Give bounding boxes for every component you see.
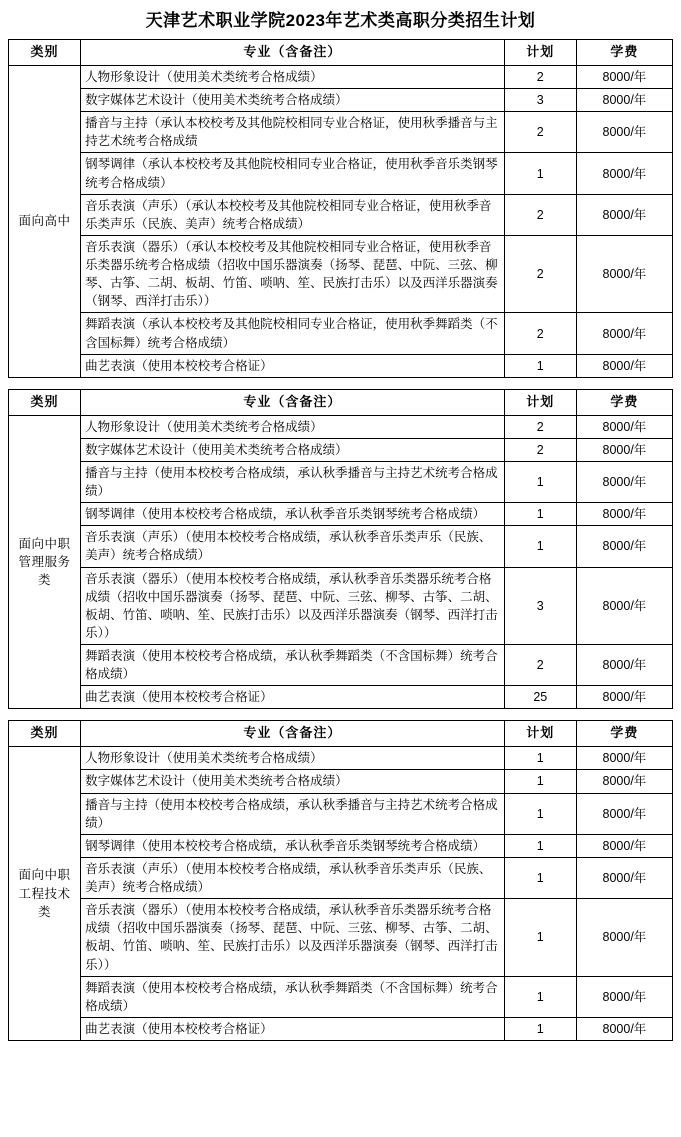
table-row <box>9 526 673 567</box>
plan-cell: 1 <box>504 976 576 1017</box>
major-cell: 曲艺表演（使用本校校考合格证） <box>81 354 505 377</box>
fee-cell: 8000/年 <box>576 89 672 112</box>
major-cell: 数字媒体艺术设计（使用美术类统考合格成绩） <box>81 770 505 793</box>
table-row <box>9 770 673 793</box>
header-major: 专业（含备注） <box>81 389 505 415</box>
table-row <box>9 153 673 194</box>
fee-cell: 8000/年 <box>576 567 672 645</box>
plan-cell: 1 <box>504 503 576 526</box>
fee-cell: 8000/年 <box>576 503 672 526</box>
fee-cell: 8000/年 <box>576 235 672 313</box>
plan-cell: 1 <box>504 354 576 377</box>
major-cell: 舞蹈表演（使用本校校考合格成绩，承认秋季舞蹈类（不含国标舞）统考合格成绩） <box>81 645 505 686</box>
table-row <box>9 415 673 438</box>
major-cell: 数字媒体艺术设计（使用美术类统考合格成绩） <box>81 438 505 461</box>
fee-cell: 8000/年 <box>576 747 672 770</box>
header-fee: 学费 <box>576 721 672 747</box>
plan-cell: 1 <box>504 793 576 834</box>
fee-cell: 8000/年 <box>576 834 672 857</box>
plan-cell: 2 <box>504 438 576 461</box>
fee-cell: 8000/年 <box>576 857 672 898</box>
plan-cell: 1 <box>504 747 576 770</box>
fee-cell: 8000/年 <box>576 415 672 438</box>
major-cell: 音乐表演（器乐）（使用本校校考合格成绩，承认秋季音乐类器乐统考合格成绩（招收中国乐器演奏（扬琴、琵琶、中阮、三弦、柳琴、古筝、二胡、板胡、竹笛、唢呐、笙、民族打击乐）以及西洋乐器演奏（钢琴、西洋打击乐）） <box>81 567 505 645</box>
major-cell: 播音与主持（承认本校校考及其他院校相同专业合格证，使用秋季播音与主持艺术统考合格成绩 <box>81 112 505 153</box>
major-cell: 音乐表演（声乐）（使用本校校考合格成绩，承认秋季音乐类声乐（民族、美声）统考合格成绩） <box>81 857 505 898</box>
header-plan: 计划 <box>504 40 576 66</box>
plan-cell: 3 <box>504 89 576 112</box>
plan-cell: 2 <box>504 194 576 235</box>
fee-cell: 8000/年 <box>576 645 672 686</box>
plan-table-vocational-management <box>8 389 673 710</box>
plan-cell: 2 <box>504 645 576 686</box>
fee-cell: 8000/年 <box>576 526 672 567</box>
plan-cell: 1 <box>504 770 576 793</box>
table-row <box>9 899 673 977</box>
table-row <box>9 976 673 1017</box>
header-fee: 学费 <box>576 389 672 415</box>
plan-cell: 1 <box>504 857 576 898</box>
major-cell: 钢琴调律（使用本校校考合格成绩，承认秋季音乐类钢琴统考合格成绩） <box>81 503 505 526</box>
major-cell: 钢琴调律（使用本校校考合格成绩，承认秋季音乐类钢琴统考合格成绩） <box>81 834 505 857</box>
plan-cell: 3 <box>504 567 576 645</box>
major-cell: 人物形象设计（使用美术类统考合格成绩） <box>81 65 505 88</box>
header-category: 类别 <box>9 40 81 66</box>
table-row <box>9 1017 673 1040</box>
plan-cell: 1 <box>504 461 576 502</box>
table-row <box>9 857 673 898</box>
fee-cell: 8000/年 <box>576 354 672 377</box>
category-cell: 面向中职工程技术类 <box>9 747 81 1041</box>
table-row <box>9 313 673 354</box>
table-row <box>9 747 673 770</box>
plan-cell: 2 <box>504 415 576 438</box>
category-cell: 面向高中 <box>9 65 81 377</box>
table-row <box>9 235 673 313</box>
table-row <box>9 194 673 235</box>
table-row <box>9 834 673 857</box>
table-row <box>9 503 673 526</box>
fee-cell: 8000/年 <box>576 461 672 502</box>
plan-cell: 2 <box>504 112 576 153</box>
major-cell: 舞蹈表演（承认本校校考及其他院校相同专业合格证，使用秋季舞蹈类（不含国标舞）统考合格成绩） <box>81 313 505 354</box>
page-title: 天津艺术职业学院2023年艺术类高职分类招生计划 <box>145 11 536 30</box>
header-major: 专业（含备注） <box>81 40 505 66</box>
major-cell: 播音与主持（使用本校校考合格成绩，承认秋季播音与主持艺术统考合格成绩） <box>81 793 505 834</box>
plan-cell: 2 <box>504 313 576 354</box>
major-cell: 播音与主持（使用本校校考合格成绩，承认秋季播音与主持艺术统考合格成绩） <box>81 461 505 502</box>
table-row <box>9 645 673 686</box>
fee-cell: 8000/年 <box>576 65 672 88</box>
table-header-row <box>9 389 673 415</box>
plan-cell: 25 <box>504 686 576 709</box>
fee-cell: 8000/年 <box>576 194 672 235</box>
major-cell: 音乐表演（器乐）（承认本校校考及其他院校相同专业合格证，使用秋季音乐类器乐统考合格成绩（招收中国乐器演奏（扬琴、琵琶、中阮、三弦、柳琴、古筝、二胡、板胡、竹笛、唢呐、笙、民族打击乐）以及西洋乐器演奏（钢琴、西洋打击乐）） <box>81 235 505 313</box>
major-cell: 曲艺表演（使用本校校考合格证） <box>81 686 505 709</box>
plan-table-senior-high <box>8 39 673 378</box>
fee-cell: 8000/年 <box>576 686 672 709</box>
major-cell: 舞蹈表演（使用本校校考合格成绩，承认秋季舞蹈类（不含国标舞）统考合格成绩） <box>81 976 505 1017</box>
table-row <box>9 686 673 709</box>
fee-cell: 8000/年 <box>576 770 672 793</box>
table-row <box>9 354 673 377</box>
header-category: 类别 <box>9 721 81 747</box>
table-row <box>9 438 673 461</box>
fee-cell: 8000/年 <box>576 1017 672 1040</box>
plan-cell: 2 <box>504 65 576 88</box>
plan-cell: 1 <box>504 899 576 977</box>
table-row <box>9 793 673 834</box>
fee-cell: 8000/年 <box>576 793 672 834</box>
header-fee: 学费 <box>576 40 672 66</box>
table-header-row <box>9 721 673 747</box>
major-cell: 音乐表演（声乐）（使用本校校考合格成绩，承认秋季音乐类声乐（民族、美声）统考合格成绩） <box>81 526 505 567</box>
table-row <box>9 461 673 502</box>
table-row <box>9 112 673 153</box>
fee-cell: 8000/年 <box>576 438 672 461</box>
major-cell: 数字媒体艺术设计（使用美术类统考合格成绩） <box>81 89 505 112</box>
header-plan: 计划 <box>504 389 576 415</box>
fee-cell: 8000/年 <box>576 153 672 194</box>
plan-cell: 1 <box>504 526 576 567</box>
major-cell: 曲艺表演（使用本校校考合格证） <box>81 1017 505 1040</box>
table-row <box>9 89 673 112</box>
plan-cell: 2 <box>504 235 576 313</box>
header-plan: 计划 <box>504 721 576 747</box>
table-row <box>9 567 673 645</box>
fee-cell: 8000/年 <box>576 899 672 977</box>
plan-table-vocational-engineering <box>8 720 673 1041</box>
major-cell: 音乐表演（器乐）（使用本校校考合格成绩，承认秋季音乐类器乐统考合格成绩（招收中国乐器演奏（扬琴、琵琶、中阮、三弦、柳琴、古筝、二胡、板胡、竹笛、唢呐、笙、民族打击乐）以及西洋乐器演奏（钢琴、西洋打击乐）） <box>81 899 505 977</box>
fee-cell: 8000/年 <box>576 313 672 354</box>
table-header-row <box>9 40 673 66</box>
header-major: 专业（含备注） <box>81 721 505 747</box>
plan-cell: 1 <box>504 153 576 194</box>
major-cell: 音乐表演（声乐）（承认本校校考及其他院校相同专业合格证，使用秋季音乐类声乐（民族、美声）统考合格成绩） <box>81 194 505 235</box>
category-cell: 面向中职管理服务类 <box>9 415 81 709</box>
plan-cell: 1 <box>504 834 576 857</box>
major-cell: 人物形象设计（使用美术类统考合格成绩） <box>81 415 505 438</box>
table-row <box>9 65 673 88</box>
header-category: 类别 <box>9 389 81 415</box>
fee-cell: 8000/年 <box>576 976 672 1017</box>
fee-cell: 8000/年 <box>576 112 672 153</box>
major-cell: 钢琴调律（承认本校校考及其他院校相同专业合格证，使用秋季音乐类钢琴统考合格成绩） <box>81 153 505 194</box>
major-cell: 人物形象设计（使用美术类统考合格成绩） <box>81 747 505 770</box>
plan-cell: 1 <box>504 1017 576 1040</box>
